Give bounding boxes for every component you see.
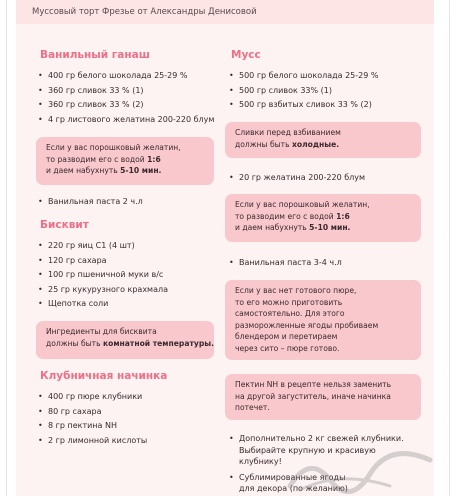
list-item: • Дополнительно 2 кг свежей клубники. Выбирайте крупную и красивую клубнику! — [229, 433, 404, 468]
strawberry-heading: Клубничная начинка — [40, 370, 168, 382]
pectin-callout — [225, 374, 421, 420]
callout-line: на другой загуститель, иначе начинка — [235, 391, 391, 401]
callout-line: должны быть комнатной температуры. — [46, 338, 215, 348]
callout-line: Ингредиенты для бисквита — [46, 327, 157, 336]
list-item: • 100 гр пшеничной муки в/с — [38, 269, 168, 284]
mousse-ingredients — [229, 70, 378, 114]
right-divider — [449, 0, 450, 496]
mousse-vanilla — [229, 257, 342, 272]
list-item: • 8 гр пектина NH — [38, 420, 147, 435]
mousse-gelatin — [229, 172, 365, 187]
callout-line: то разводим его с водой 1:6 — [235, 211, 350, 221]
list-item: • 400 гр белого шоколада 25-29 % — [38, 70, 214, 85]
list-item: • 220 гр яиц С1 (4 шт) — [38, 240, 168, 255]
list-item: • 400 гр пюре клубники — [38, 391, 147, 406]
callout-line: и даем набухнуть 5-10 мин. — [46, 166, 162, 175]
list-item: • 120 гр сахара — [38, 255, 168, 270]
list-item: • 360 гр сливок 33 % (1) — [38, 85, 214, 100]
list-item: • 20 гр желатина 200-220 блум — [229, 172, 365, 187]
callout-line: то разводим его с водой 1:6 — [46, 154, 161, 164]
watermark-icon — [280, 450, 440, 494]
left-divider — [6, 0, 7, 496]
callout-line: разморожленные ягоды пробиваем — [235, 320, 379, 330]
mousse-cream-callout — [225, 122, 421, 158]
list-item: • 360 гр сливок 33 % (2) — [38, 99, 214, 114]
list-item: • 500 гр сливок 33% (1) — [229, 85, 378, 100]
callout-line: блендером и перетираем — [235, 332, 338, 341]
biscuit-heading: Бисквит — [40, 219, 89, 231]
callout-line: Сливки перед взбиванием — [235, 128, 341, 137]
biscuit-ingredients — [38, 240, 168, 313]
list-item: • 25 гр кукурузного крахмала — [38, 284, 168, 299]
mousse-heading: Мусс — [231, 49, 261, 61]
list-item: • Сублимированные ягоды для декора (по желанию) — [229, 472, 404, 495]
strawberry-ingredients — [38, 391, 147, 449]
callout-line: Пектин NH в рецепте нельзя заменить — [235, 380, 392, 389]
biscuit-temperature-callout — [36, 321, 214, 359]
list-item: • 4 гр листового желатина 200-220 блум — [38, 114, 214, 129]
puree-callout — [225, 280, 421, 360]
callout-line: Если у вас порошковый желатин, — [235, 200, 370, 209]
callout-line: потечет. — [235, 403, 270, 412]
list-item: • 2 гр лимонной кислоты — [38, 435, 147, 450]
ganache-heading: Ванильный ганаш — [40, 49, 150, 61]
list-item: • Щепотка соли — [38, 298, 168, 313]
list-item: • 500 гр взбитых сливок 33 % (2) — [229, 99, 378, 114]
callout-line: Если у вас порошковый желатин, — [46, 143, 181, 152]
callout-line: самостоятельно. Для этого — [235, 309, 345, 318]
callout-line: то его можно приготовить — [235, 297, 343, 307]
list-item: • Ванильная паста 3-4 ч.л — [229, 257, 342, 272]
callout-line: через сито – пюре готово. — [235, 343, 340, 353]
ganache-extra — [38, 196, 143, 211]
callout-line: и даем набухнуть 5-10 мин. — [235, 223, 351, 232]
list-item: • 500 гр белого шоколада 25-29 % — [229, 70, 378, 85]
ganache-ingredients — [38, 70, 214, 128]
list-item: • Ванильная паста 2 ч.л — [38, 196, 143, 211]
callout-line: должны быть холодные. — [235, 139, 340, 149]
ganache-gelatin-callout — [36, 137, 214, 185]
page-title: Муссовый торт Фрезье от Александры Денисовой — [32, 7, 257, 17]
callout-line: Если у вас нет готового пюре, — [235, 286, 357, 295]
mousse-gelatin-callout — [225, 194, 421, 242]
list-item: • 80 гр сахара — [38, 406, 147, 421]
